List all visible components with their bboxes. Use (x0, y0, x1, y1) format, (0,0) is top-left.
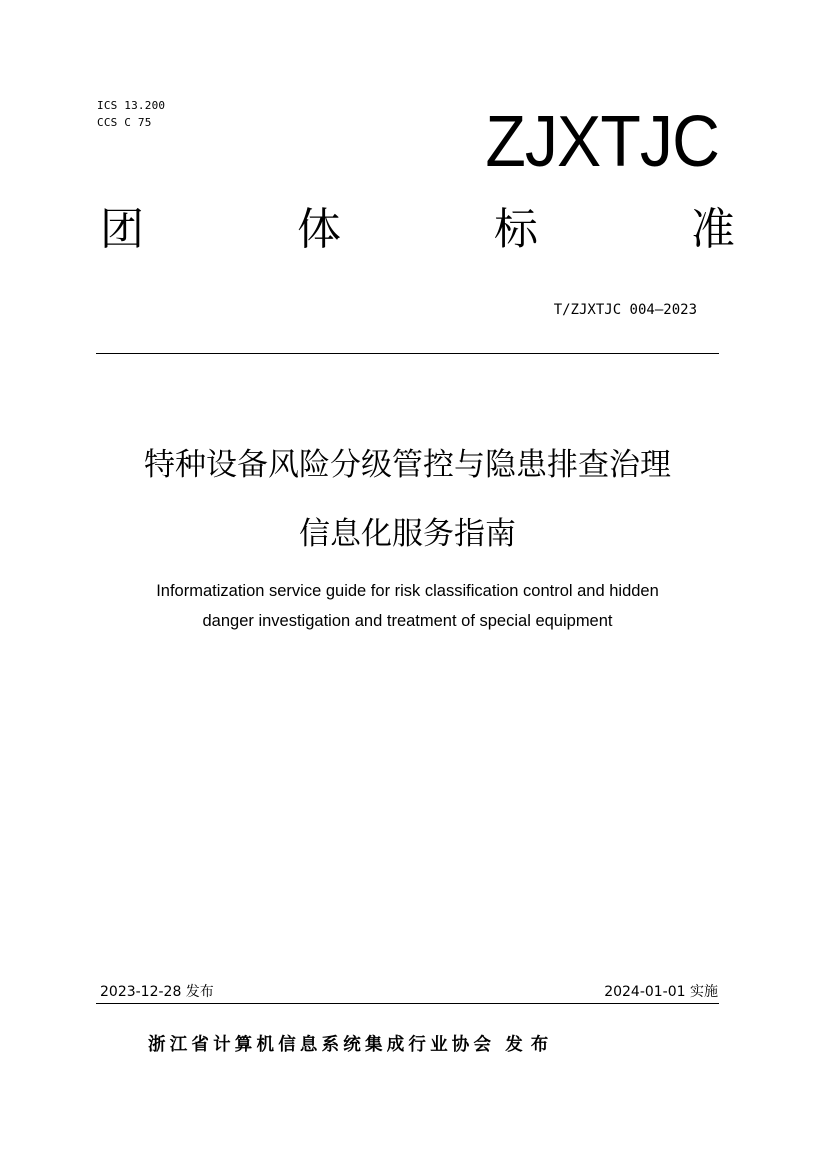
standard-type-char-2: 体 (297, 204, 341, 255)
english-title-line-2: danger investigation and treatment of special equipment (202, 612, 613, 630)
ics-code: ICS 13.200 (97, 99, 166, 112)
english-title-line-1: Informatization service guide for risk classification control and hidden (156, 582, 659, 600)
association-logo-text: ZJXTJC (485, 102, 719, 182)
standard-type-char-4: 准 (691, 204, 735, 255)
chinese-title-line-1: 特种设备风险分级管控与隐患排查治理 (144, 447, 671, 483)
date-row (100, 981, 718, 1003)
standard-number: T/ZJXTJC 004—2023 (553, 302, 697, 318)
ccs-code: CCS C 75 (97, 116, 152, 129)
classification-codes (97, 97, 165, 131)
publisher-name: 浙江省计算机信息系统集成行业协会 (148, 1035, 496, 1055)
bottom-divider (96, 1003, 719, 1004)
chinese-title-line-2: 信息化服务指南 (299, 516, 516, 552)
publish-date: 2023-12-28 发布 (100, 984, 214, 1000)
standard-type-char-1: 团 (100, 204, 144, 255)
implementation-date: 2024-01-01 实施 (604, 984, 718, 1000)
standard-type-char-3: 标 (494, 204, 538, 255)
english-title (60, 576, 755, 636)
top-divider (96, 353, 719, 354)
publisher-suffix: 发布 (505, 1035, 557, 1055)
publisher-line (148, 1031, 556, 1059)
standard-type-heading (100, 198, 735, 262)
